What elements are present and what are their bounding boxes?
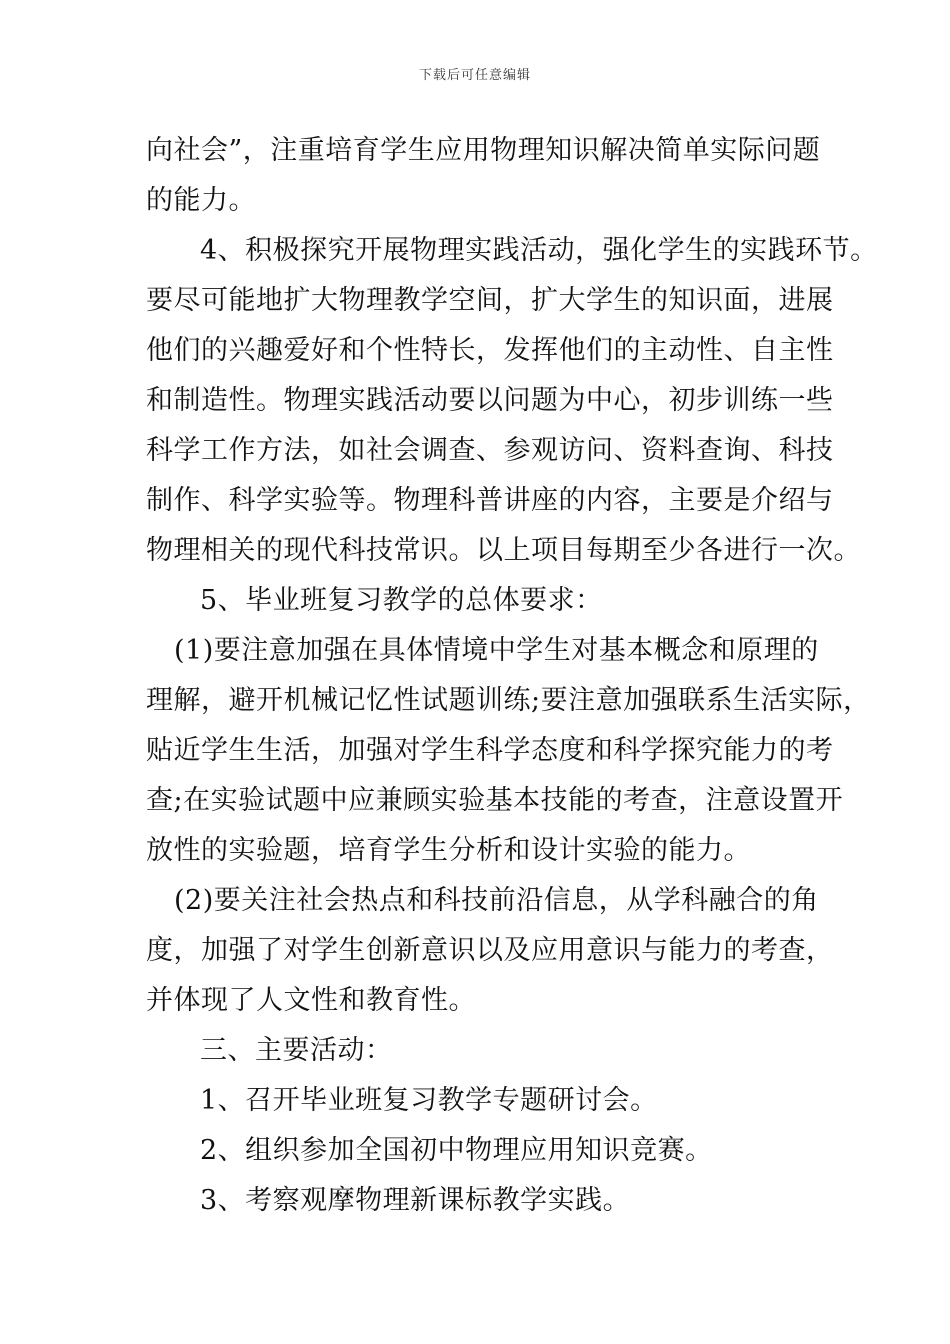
text-line: 向社会”，注重培育学生应用物理知识解决简单实际问题	[146, 135, 821, 166]
text-line: 理解，避开机械记忆性试题训练;要注意加强联系生活实际，	[146, 685, 871, 716]
text-line: 放性的实验题，培育学生分析和设计实验的能力。	[146, 835, 751, 866]
text-line: 科学工作方法，如社会调查、参观访问、资料查询、科技	[146, 435, 834, 466]
section-heading: 三、主要活动：	[200, 1035, 393, 1066]
text-line: 他们的兴趣爱好和个性特长，发挥他们的主动性、自主性	[146, 335, 834, 366]
text-line: 制作、科学实验等。物理科普讲座的内容，主要是介绍与	[146, 485, 834, 516]
subitem-2: (2)要关注社会热点和科技前沿信息，从学科融合的角	[174, 885, 819, 916]
text-line: 和制造性。物理实践活动要以问题为中心，初步训练一些	[146, 385, 834, 416]
activity-item-1: 1、召开毕业班复习教学专题研讨会。	[200, 1085, 658, 1116]
activity-item-3: 3、考察观摩物理新课标教学实践。	[200, 1185, 631, 1216]
paragraph-item-4: 4、积极探究开展物理实践活动，强化学生的实践环节。	[200, 235, 878, 266]
text-line: 物理相关的现代科技常识。以上项目每期至少各进行一次。	[146, 535, 861, 566]
text-line: 度，加强了对学生创新意识以及应用意识与能力的考查，	[146, 935, 834, 966]
paragraph-item-5: 5、毕业班复习教学的总体要求：	[200, 585, 603, 616]
activity-item-2: 2、组织参加全国初中物理应用知识竞赛。	[200, 1135, 713, 1166]
page-header: 下载后可任意编辑	[418, 68, 531, 83]
text-line: 并体现了人文性和教育性。	[146, 985, 476, 1016]
text-line: 要尽可能地扩大物理教学空间，扩大学生的知识面，进展	[146, 285, 834, 316]
text-line: 的能力。	[146, 185, 256, 216]
text-line: 查;在实验试题中应兼顾实验基本技能的考查，注意设置开	[146, 785, 844, 816]
subitem-1: (1)要注意加强在具体情境中学生对基本概念和原理的	[174, 635, 819, 666]
text-line: 贴近学生生活，加强对学生科学态度和科学探究能力的考	[146, 735, 834, 766]
document-body	[146, 126, 878, 1226]
